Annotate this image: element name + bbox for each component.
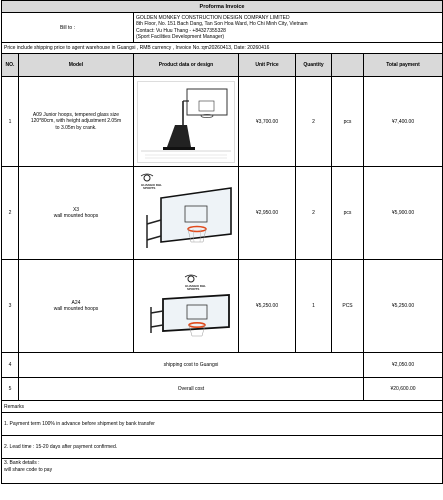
table-row: [2, 77, 443, 167]
shipping-total: ¥2,050.00: [364, 353, 443, 378]
item-unit-price: ¥5,250.00: [239, 260, 296, 353]
price-note: Price include shipping price to agent warehouse in Guangxi , RMB currency , Invoice No.:qm20260413, Date: 20260416: [2, 43, 443, 54]
bank-details-label: 3. Bank details :: [4, 460, 40, 467]
model-line: 120*80cm, with height adjustment 2.05m: [30, 118, 122, 125]
bill-to-address: 8th Floor, No. 151 Bach Dang, Tan Son Hoa Ward, Ho Chi Minh City, Vietnam: [136, 21, 308, 28]
item-quantity: 1: [296, 260, 332, 353]
table-header-row: [2, 54, 443, 77]
brand-logo-text: SPORTS: [187, 287, 200, 292]
shipping-no: 4: [2, 353, 19, 378]
brand-logo: [185, 275, 197, 282]
item-unit-price: ¥2,950.00: [239, 167, 296, 260]
brand-logo: [141, 174, 153, 181]
bill-to-contact: Contact: Vu Huu Thang - +84327355328: [136, 27, 226, 34]
item-total: ¥5,900.00: [364, 167, 443, 260]
item-total: ¥7,400.00: [364, 77, 443, 167]
remarks-title: Remarks: [2, 401, 443, 413]
item-unit: pcs: [332, 77, 364, 167]
model-line: X3: [72, 206, 80, 213]
item-no: 1: [2, 77, 19, 167]
bill-to-details: [134, 13, 443, 43]
shipping-row: [2, 353, 443, 378]
model-line: A09 Junior hoops, tempered glass size: [32, 111, 120, 118]
item-no: 3: [2, 260, 19, 353]
header-quantity: Quantity: [296, 54, 332, 77]
item-unit-price: ¥3,700.00: [239, 77, 296, 167]
item-image-cell: [134, 167, 239, 260]
header-no: NO.: [2, 54, 19, 77]
item-model: [19, 260, 134, 353]
header-unit-price: Unit Price: [239, 54, 296, 77]
item-unit: pcs: [332, 167, 364, 260]
header-total: Total payment: [364, 54, 443, 77]
header-model: Model: [19, 54, 134, 77]
header-unit: [332, 54, 364, 77]
brand-logo-text: SPORTS: [143, 186, 156, 191]
overall-label: Overall cost: [19, 378, 364, 401]
bank-details-note: will share code to pay: [4, 466, 53, 473]
item-quantity: 2: [296, 167, 332, 260]
item-model: [19, 167, 134, 260]
table-row: [2, 260, 443, 353]
model-line: wall mounted hoops: [53, 213, 99, 220]
brand-logo-text: GUANGXI DHL: [185, 284, 206, 289]
bill-to-label: Bill to :: [2, 13, 134, 43]
item-total: ¥5,250.00: [364, 260, 443, 353]
bill-to-company: GOLDEN MONKEY CONSTRUCTION DESIGN COMPANY LIMITED: [136, 15, 290, 21]
remark-payment-term: 1. Payment term 100% in advance before shipment by bank transfer: [2, 413, 443, 436]
item-image-cell: [134, 77, 239, 167]
item-quantity: 2: [296, 77, 332, 167]
overall-no: 5: [2, 378, 19, 401]
invoice-title: Proforma Invoice: [2, 1, 443, 13]
shipping-label: shipping cost to Guangxi: [19, 353, 364, 378]
model-line: A24: [71, 299, 81, 306]
portable-hoop-image: [137, 81, 235, 163]
model-line: to 3.05m by crank.: [55, 124, 97, 131]
overall-row: [2, 378, 443, 401]
bill-to-role: (Sport Facilities Development Manager): [136, 33, 225, 40]
invoice-page: [1, 0, 442, 484]
brand-logo-text: GUANGXI DHL: [141, 183, 162, 188]
wall-hoop-image: [137, 170, 235, 256]
remark-lead-time: 2. Lead time : 15-20 days after payment confirmed.: [2, 436, 443, 459]
header-product: Product data or design: [134, 54, 239, 77]
table-row: [2, 167, 443, 260]
item-image-cell: [134, 260, 239, 353]
invoice-table: [1, 0, 443, 484]
item-unit: PCS: [332, 260, 364, 353]
remark-bank-details: [2, 459, 443, 484]
item-model: [19, 77, 134, 167]
model-line: wall mounted hoops: [53, 306, 99, 313]
overall-total: ¥20,600.00: [364, 378, 443, 401]
wall-hoop-image: [137, 263, 235, 349]
item-no: 2: [2, 167, 19, 260]
